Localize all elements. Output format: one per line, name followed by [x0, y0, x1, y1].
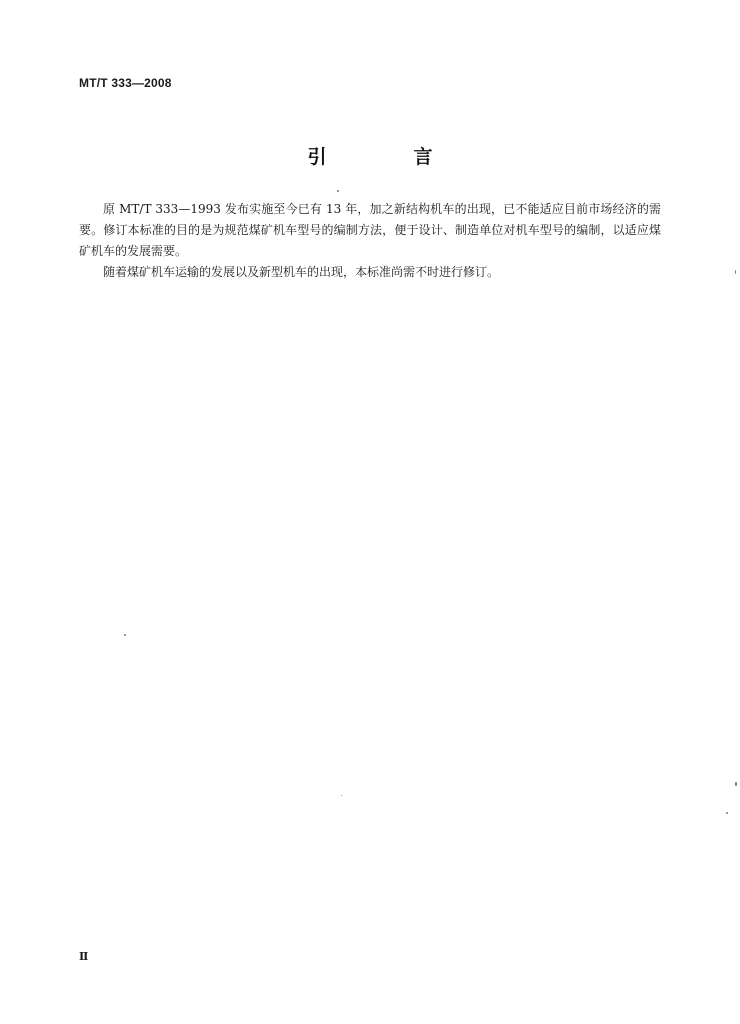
scan-speck — [341, 795, 342, 796]
paragraph-1: 原 MT/T 333—1993 发布实施至今已有 13 年，加之新结构机车的出现，已不能适应目前市场经济的需要。修订本标准的目的是为规范煤矿机车型号的编制方法，便于设计、制造单位对机车型号的编制，以适应煤矿机车的发展需要。 — [79, 202, 661, 258]
scan-speck — [124, 634, 126, 636]
body-text — [79, 199, 661, 283]
section-title: 引 言 — [307, 146, 467, 168]
standard-code-header: MT/T 333—2008 — [79, 76, 172, 90]
scan-speck — [337, 190, 339, 192]
scan-speck — [726, 812, 728, 814]
scan-speck — [735, 782, 737, 786]
page-number: Ⅱ — [79, 950, 89, 963]
paragraph-2: 随着煤矿机车运输的发展以及新型机车的出现，本标准尚需不时进行修订。 — [103, 265, 500, 279]
scan-speck — [735, 270, 736, 274]
